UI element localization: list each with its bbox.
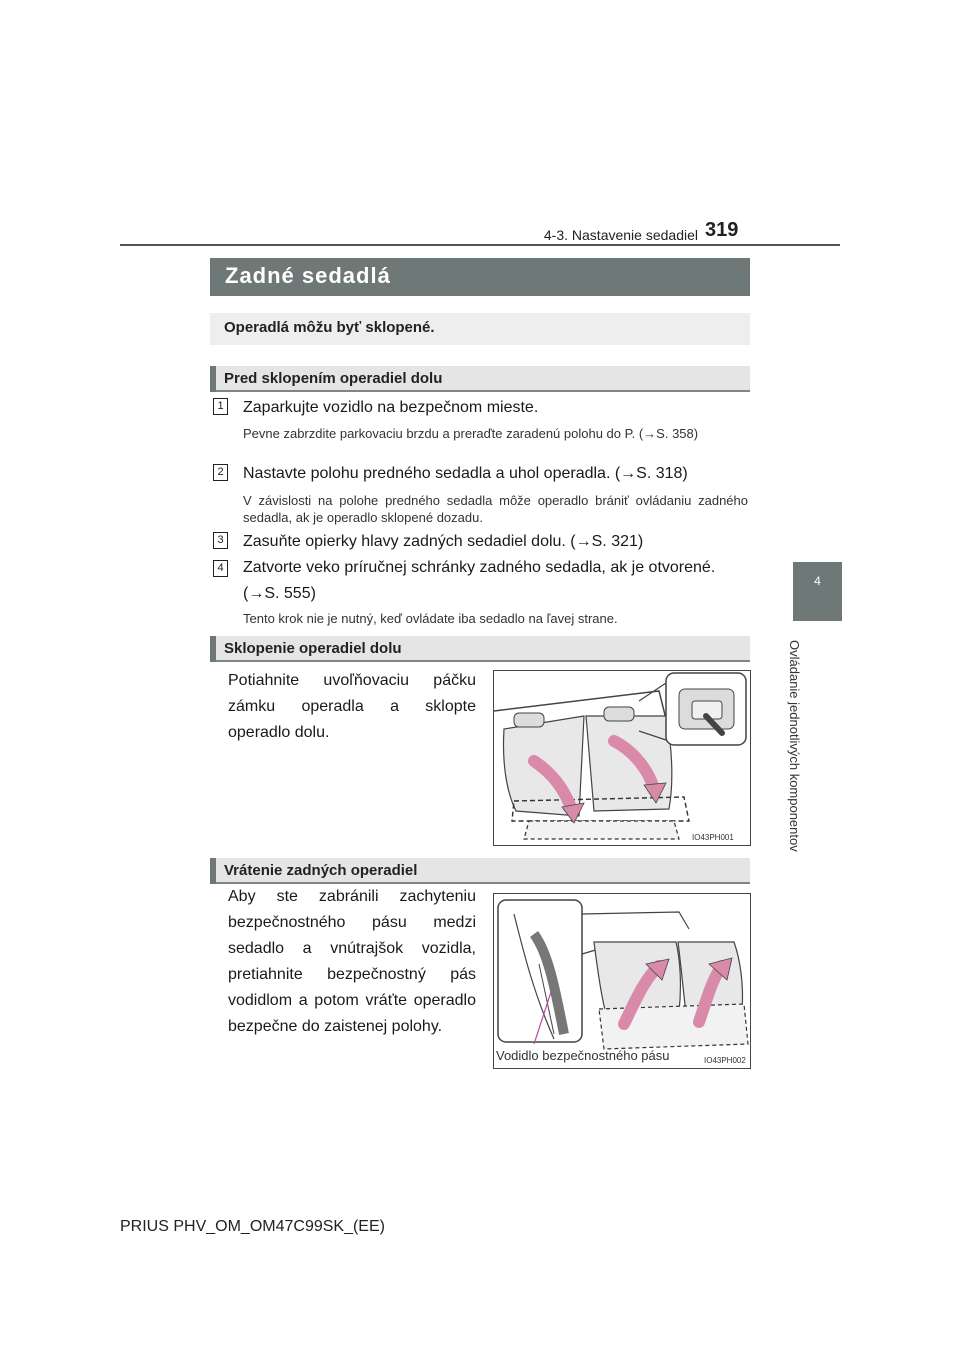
return-instruction: Aby ste zabránili zachyteniu bezpečnostného pásu medzi sedadlo a vnútrajšok vozidla, pretiahnite bezpečnostný pás vodidlom a potom vráťte operadlo bezpečne do zaistenej polohy.: [228, 888, 476, 1035]
header-rule: [120, 244, 840, 246]
step-text-4: Zatvorte veko príručnej schránky zadného sedadla, ak je otvorené. (→S. 555): [243, 559, 716, 602]
section-header-return: [210, 858, 750, 884]
chapter-tab-label: Ovládanie jednotlivých komponentov: [787, 640, 802, 852]
step-note-2: V závislosti na polohe predného sedadla môže operadlo brániť ovládaniu zadného sedadla, ak je operadlo sklopené dozadu.: [243, 493, 748, 525]
step-text-3: Zasuňte opierky hlavy zadných sedadiel dolu. (→S. 321): [243, 533, 644, 550]
section-header-fold: [210, 636, 750, 662]
chapter-tab[interactable]: [793, 562, 842, 621]
footer-document-code: PRIUS PHV_OM_OM47C99SK_(EE): [120, 1218, 385, 1235]
seat-belt-guide-label: Vodidlo bezpečnostného pásu: [496, 1048, 670, 1063]
fold-instruction: Potiahnite uvoľňovaciu páčku zámku operadla a sklopte operadlo dolu.: [228, 672, 476, 741]
step-text-2: Nastavte polohu predného sedadla a uhol operadla. (→S. 318): [243, 465, 688, 482]
step-text-1: Zaparkujte vozidlo na bezpečnom mieste.: [243, 399, 539, 416]
page-title: Zadné sedadlá: [225, 263, 391, 288]
page-number: 319: [705, 219, 739, 241]
figure-return-seats: [493, 893, 751, 1069]
section-title-return: Vrátenie zadných operadiel: [224, 862, 418, 879]
header-section-title: 4-3. Nastavenie sedadiel: [543, 227, 698, 243]
step-note-1: Pevne zabrzdite parkovaciu brzdu a preraďte zaradenú polohu do P. (→S. 358): [243, 426, 699, 441]
figure-code-1: IO43PH001: [692, 833, 734, 842]
step-number-1: 1: [213, 398, 228, 415]
step-number-2: 2: [213, 464, 228, 481]
chapter-tab-number: 4: [814, 574, 821, 588]
chapter-tab-label-wrap: [770, 640, 820, 880]
section-header-before: [210, 366, 750, 392]
step-number-3: 3: [213, 532, 228, 549]
section-title-before: Pred sklopením operadiel dolu: [224, 370, 443, 387]
figure-code-2: IO43PH002: [704, 1056, 746, 1065]
summary-text: Operadlá môžu byť sklopené.: [224, 319, 435, 336]
section-title-fold: Sklopenie operadiel dolu: [224, 640, 402, 657]
figure-fold-seats: [493, 670, 751, 846]
fold-seats-illustration: [494, 671, 750, 845]
step-number-4: 4: [213, 560, 228, 577]
return-seats-illustration: [494, 894, 750, 1068]
step-note-4: Tento krok nie je nutný, keď ovládate iba sedadlo na ľavej strane.: [243, 611, 618, 626]
